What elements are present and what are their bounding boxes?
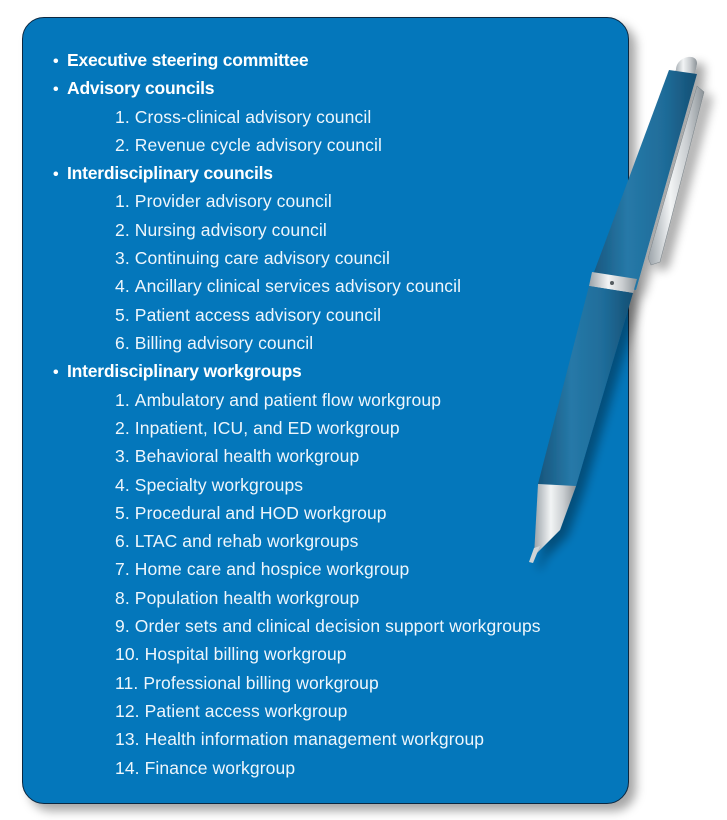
list-item	[115, 131, 382, 159]
section-heading-interdisciplinary-workgroups	[53, 357, 302, 385]
list-item	[115, 471, 303, 499]
item-label: Patient access advisory council	[134, 305, 382, 325]
item-number: 14.	[115, 758, 140, 778]
item-label: Professional billing workgroup	[143, 673, 379, 693]
section-heading-interdisciplinary-councils	[53, 159, 273, 187]
item-number: 1.	[115, 390, 130, 410]
item-number: 8.	[115, 588, 130, 608]
section-title: Interdisciplinary workgroups	[67, 361, 302, 381]
item-label: Finance workgroup	[144, 758, 296, 778]
item-number: 9.	[115, 616, 130, 636]
section-title: Interdisciplinary councils	[67, 163, 273, 183]
item-number: 4.	[115, 475, 130, 495]
section-heading-advisory-councils	[53, 74, 214, 102]
list-item	[115, 272, 461, 300]
item-number: 3.	[115, 248, 130, 268]
item-label: Order sets and clinical decision support workgroups	[134, 616, 541, 636]
item-label: Specialty workgroups	[134, 475, 304, 495]
list-item	[115, 442, 359, 470]
list-item	[115, 187, 332, 215]
list-item	[115, 527, 358, 555]
item-number: 1.	[115, 107, 130, 127]
item-number: 4.	[115, 276, 130, 296]
item-label: Continuing care advisory council	[134, 248, 390, 268]
item-label: Home care and hospice workgroup	[134, 559, 410, 579]
list-item	[115, 499, 387, 527]
item-number: 2.	[115, 220, 130, 240]
item-number: 6.	[115, 531, 130, 551]
item-label: Inpatient, ICU, and ED workgroup	[134, 418, 400, 438]
item-label: Hospital billing workgroup	[144, 644, 347, 664]
item-number: 13.	[115, 729, 140, 749]
section-heading-executive-steering-committee	[53, 46, 308, 74]
item-number: 12.	[115, 701, 140, 721]
item-label: Population health workgroup	[134, 588, 360, 608]
list-item	[115, 725, 484, 753]
list-item	[115, 216, 327, 244]
item-number: 11.	[115, 673, 139, 693]
section-title: Executive steering committee	[67, 50, 309, 70]
item-label: LTAC and rehab workgroups	[134, 531, 359, 551]
item-number: 3.	[115, 446, 130, 466]
list-item	[115, 612, 541, 640]
item-label: Revenue cycle advisory council	[134, 135, 382, 155]
item-label: Billing advisory council	[134, 333, 314, 353]
list-item	[115, 103, 371, 131]
list-item	[115, 329, 313, 357]
item-label: Ambulatory and patient flow workgroup	[134, 390, 442, 410]
item-number: 5.	[115, 503, 130, 523]
item-label: Patient access workgroup	[144, 701, 348, 721]
item-label: Behavioral health workgroup	[134, 446, 360, 466]
item-label: Cross-clinical advisory council	[134, 107, 372, 127]
list-item	[115, 754, 295, 782]
list-item	[115, 584, 359, 612]
item-label: Provider advisory council	[134, 191, 332, 211]
bullet-icon: •	[53, 53, 59, 70]
governance-structure-card	[22, 17, 629, 804]
list-item	[115, 555, 409, 583]
list-item	[115, 244, 390, 272]
item-label: Procedural and HOD workgroup	[134, 503, 387, 523]
item-number: 6.	[115, 333, 130, 353]
list-item	[115, 669, 379, 697]
item-number: 2.	[115, 418, 130, 438]
bullet-icon: •	[53, 364, 59, 381]
list-item	[115, 640, 347, 668]
item-number: 1.	[115, 191, 130, 211]
list-item	[115, 386, 441, 414]
item-label: Nursing advisory council	[134, 220, 327, 240]
list-item	[115, 697, 347, 725]
item-number: 5.	[115, 305, 130, 325]
bullet-icon: •	[53, 166, 59, 183]
list-item	[115, 414, 400, 442]
item-number: 10.	[115, 644, 140, 664]
bullet-icon: •	[53, 81, 59, 98]
item-number: 2.	[115, 135, 130, 155]
item-label: Health information management workgroup	[144, 729, 485, 749]
list-item	[115, 301, 381, 329]
section-title: Advisory councils	[67, 78, 215, 98]
item-label: Ancillary clinical services advisory council	[134, 276, 462, 296]
item-number: 7.	[115, 559, 130, 579]
